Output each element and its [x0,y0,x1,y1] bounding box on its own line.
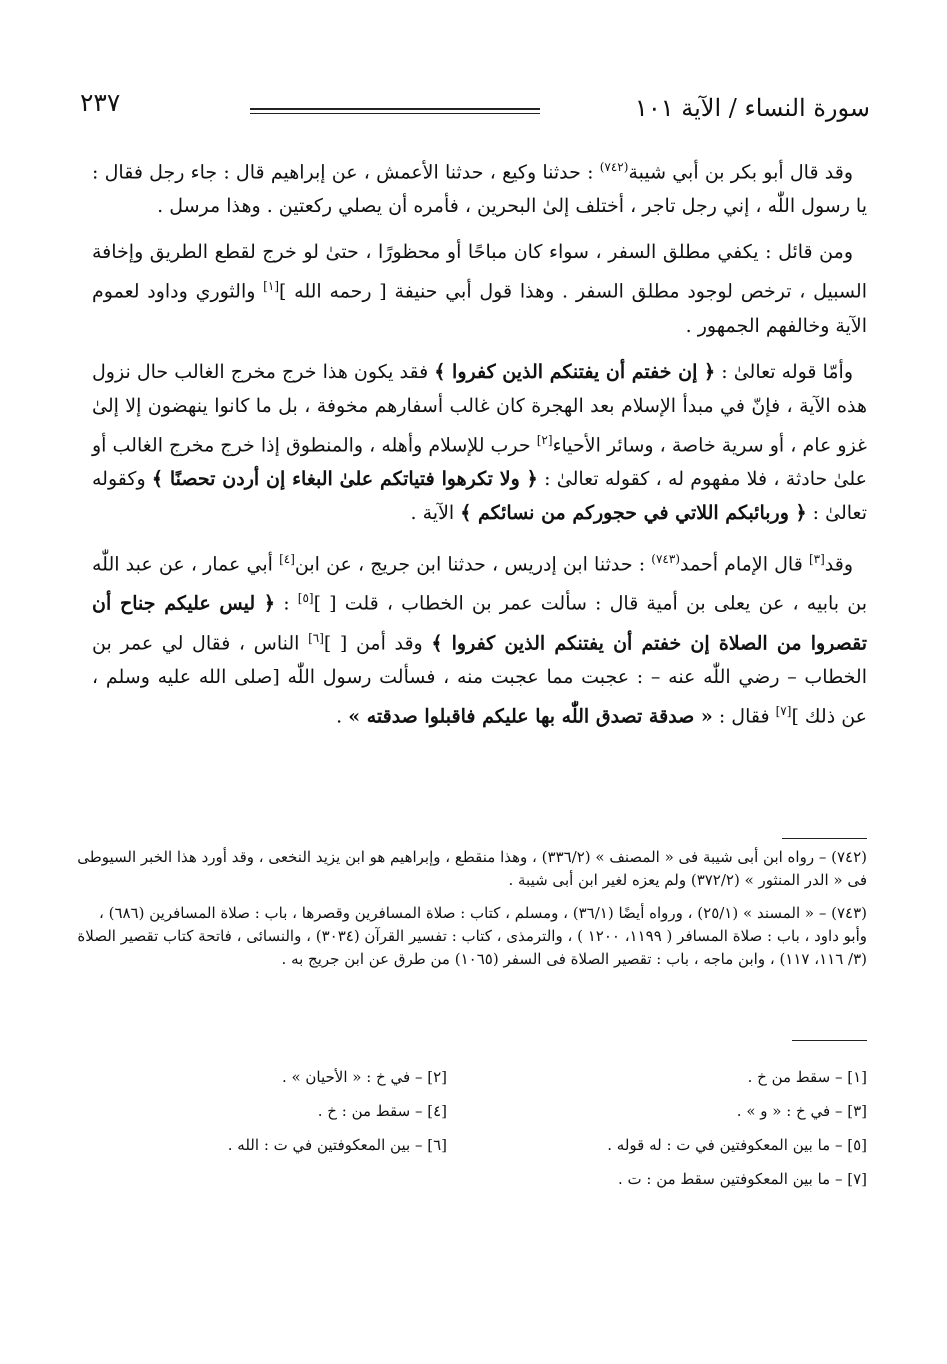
text-run: أبي عمار ، عن عبد اللّٰه بن بابيه ، عن يعلى بن أمية قال : سألت عمر بن الخطاب ، قلت [ ] [92,553,867,615]
text-run: الآية . [410,501,461,524]
footnote-separator [782,838,867,839]
variant-ref: [٢] [536,432,553,447]
footnote-ref: (٧٤٣) [651,551,680,566]
text-run: : حدثنا ابن إدريس ، حدثنا ابن جريج ، عن ابن [294,553,652,576]
quran-quote: ﴿ إن خفتم أن يفتنكم الذين كفروا ﴾ [434,360,716,383]
variants-separator [792,1040,867,1041]
text-run: فقد يكون هذا خرج مخرج الغالب حال نزول هذه الآية ، فإنّ في مبدأ الإسلام بعد الهجرة كان غالب أسفارهم مخوفة ، بل ما كانوا ينهضون إلا إلىٰ غزو عام ، أو سرية خاصة ، وسائر الأحياء [92,360,867,456]
quran-quote: ﴿ ولا تكرهوا فتياتكم علىٰ البغاء إن أردن تحصنًا ﴾ [151,467,538,490]
paragraph-2 [92,235,867,342]
text-run: . [336,705,349,728]
footnote-743: (٧٤٣) – « المسند » (٢٥/١) ، ورواه أيضًا (٣٦/١) ، ومسلم ، كتاب : صلاة المسافرين وقصرها ، باب : صلاة المسافرين (٦٨٦) ، وأبو داود ، باب : صلاة المسافر ( ١١٩٩، ١٢٠٠ ) ، والترمذى ، كتاب : تفسير القرآن (٣٠٣٤) ، والنسائى ، فاتحة كتاب تقصير الصلاة (٣/ ١١٦، ١١٧) ، وابن ماجه ، باب : تقصير الصلاة فى السفر (١٠٦٥) من طرق عن ابن جريج به . [77,904,867,968]
variant-ref: [٥] [297,591,314,606]
variants-column-left [67,1060,447,1162]
variant-7: [٧] – ما بين المعكوفتين سقط من : ت . [617,1170,867,1188]
page-header [80,88,870,128]
paragraph-1 [92,150,867,223]
variant-2: [٢] – في خ : « الأحيان » . [281,1068,447,1086]
variants-column-right [487,1060,867,1196]
text-run: والثوري وداود لعموم الآية وخالفهم الجمهور . [92,280,867,337]
text-run: ومن قائل : يكفي مطلق السفر ، سواء كان مباحًا أو محظورًا ، حتىٰ لو خرج لقطع الطريق وإخافة السبيل ، ترخص لوجود مطلق السفر . وهذا قول أبي حنيفة [ رحمه الله ] [92,241,867,303]
text-run: فقال : [712,705,776,728]
page-number: ٢٣٧ [80,88,121,117]
text-run: وأمّا قوله تعالىٰ : [715,360,853,383]
text-run: : حدثنا وكيع ، حدثنا الأعمش ، عن إبراهيم قال : جاء رجل فقال : يا رسول اللّٰه ، إني رجل تاجر ، أختلف إلىٰ البحرين ، فأمره أن يصلي ركعتين . وهذا مرسل . [92,161,867,218]
quran-quote: ﴿ ليس عليكم جناح أن تقصروا من الصلاة إن خفتم أن يفتنكم الذين كفروا ﴾ [92,592,868,654]
variant-6: [٦] – بين المعكوفتين في ت : الله . [227,1136,447,1154]
text-run: قال الإمام أحمد [680,553,809,576]
variant-3: [٣] – في خ : « و » . [736,1102,867,1120]
footnote-ref: (٧٤٢) [599,160,629,174]
paragraph-3 [92,355,867,530]
text-run: وكقوله تعالىٰ : [92,467,867,524]
main-text [92,150,867,745]
header-rule [250,108,540,110]
quran-quote: ﴿ وربائبكم اللاتي في حجوركم من نسائكم ﴾ [460,501,807,524]
text-run: حرب للإسلام وأهله ، والمنطوق إذا خرج مخرج الغالب أو علىٰ حادثة ، فلا مفهوم له ، كقوله تعالىٰ : [92,433,867,490]
variant-4: [٤] – سقط من : خ . [317,1102,447,1120]
header-rule-thin [250,113,540,114]
variant-5: [٥] – ما بين المعكوفتين في ت : له قوله . [607,1136,867,1154]
variant-ref: [٣] [808,551,825,566]
surah-title: سورة النساء / الآية ١٠١ [634,94,870,122]
footnote-742: (٧٤٢) – رواه ابن أبى شيبة فى « المصنف » (٣٣٦/٢) ، وهذا منقطع ، وإبراهيم هو ابن يزيد النخعى ، وقد أورد هذا الخبر السيوطى فى « الدر المنثور » (٣٧٢/٢) ولم يعزه لغير ابن أبى شيبة . [77,848,867,889]
variant-ref: [٤] [279,551,295,566]
hadith-quote: « صدقة تصدق اللّٰه بها عليكم فاقبلوا صدقته » [348,705,713,728]
text-run: وقد قال أبو بكر بن أبي شيبة [628,161,853,184]
footnotes [77,846,867,981]
variant-ref: [٦] [308,630,324,645]
text-run: وقد أمن [ ] [323,631,432,654]
text-run: الناس ، فقال لي عمر بن الخطاب – رضي اللّٰه عنه – : عجبت مما عجبت منه ، فسألت رسول اللّٰه [صلى الله عليه وسلم ، عن ذلك ] [92,631,867,728]
variant-ref: [١] [263,279,279,294]
variant-ref: [٧] [775,703,792,718]
text-run: وقد [824,553,853,576]
text-run: : [275,592,298,615]
variant-1: [١] – سقط من خ . [747,1068,867,1086]
paragraph-4 [92,542,867,733]
